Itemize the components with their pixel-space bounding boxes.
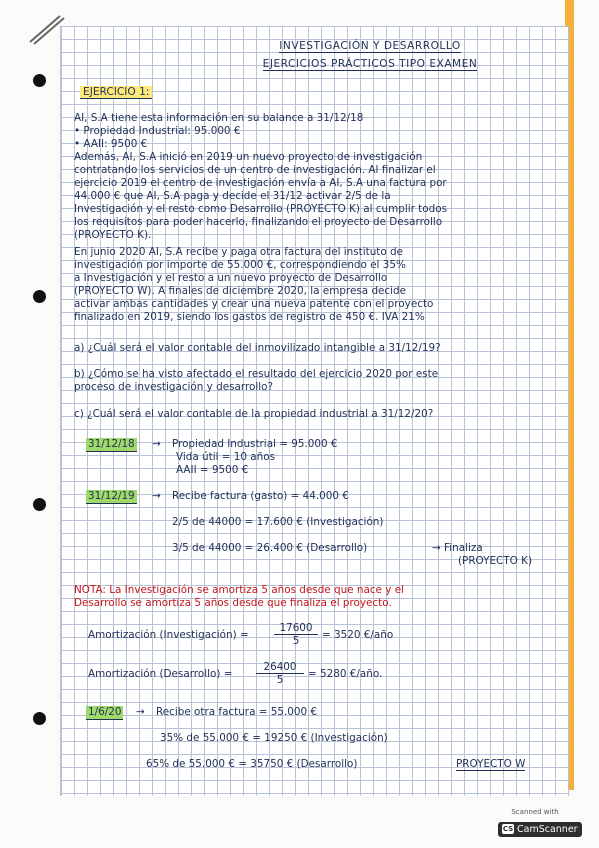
solution-line: 3/5 de 44000 = 26.400 € (Desarrollo) [172, 542, 368, 554]
fraction-numerator: 17600 [274, 622, 318, 635]
page-subtitle: EJERCICIOS PRÁCTICOS TIPO EXAMEN [262, 58, 478, 70]
arrow-icon: → [136, 706, 145, 718]
solution-line: Recibe factura (gasto) = 44.000 € [172, 490, 349, 502]
statement-line: ejercicio 2019 el centro de investigación envía a AI, S.A una factura por [74, 177, 447, 189]
camscanner-badge [498, 822, 582, 837]
solution-line: Vida útil = 10 años [176, 451, 276, 463]
staple-icon [26, 12, 66, 46]
date-tag: 31/12/18 [88, 438, 135, 450]
camscanner-logo-icon: CS [502, 825, 514, 833]
question-a: a) ¿Cuál será el valor contable del inmovilizado intangible a 31/12/19? [74, 342, 441, 354]
solution-line: Propiedad Industrial = 95.000 € [172, 438, 338, 450]
statement-line: Además, AI, S.A inició en 2019 un nuevo proyecto de investigación [74, 151, 423, 163]
question-b-cont: proceso de investigación y desarrollo? [74, 381, 274, 393]
statement-line: 44.000 € que AI, S.A paga y decide el 31/12 activar 2/5 de la [74, 190, 391, 202]
project-label: (PROYECTO K) [458, 555, 533, 567]
statement-line: los requisitos para poder hacerlo, finalizando el proyecto de Desarrollo [74, 216, 443, 228]
page-title: INVESTIGACIÓN Y DESARROLLO [279, 40, 461, 52]
statement-line: a Investigación y el resto a un nuevo proyecto de Desarrollo [74, 272, 388, 284]
camscanner-brand: CamScanner [517, 823, 578, 835]
date-tag: 31/12/19 [88, 490, 135, 502]
camscanner-watermark [498, 808, 578, 837]
amortization-result: = 5280 €/año. [308, 668, 383, 680]
finaliza-label: → Finaliza [432, 542, 483, 554]
binder-hole-icon [33, 498, 46, 511]
statement-line: Investigación y el resto como Desarrollo (PROYECTO K) al cumplir todos [74, 203, 447, 215]
note-line: Desarrollo se amortiza 5 años desde que finaliza el proyecto. [74, 597, 392, 609]
amortization-label: Amortización (Desarrollo) = [88, 668, 233, 680]
statement-line: AI, S.A tiene esta información en su balance a 31/12/18 [74, 112, 364, 124]
solution-line: 35% de 55.000 € = 19250 € (Investigación) [160, 732, 388, 744]
exercise-title: EJERCICIO 1: [80, 86, 152, 99]
solution-line: AAII = 9500 € [176, 464, 249, 476]
date-tag: 1/6/20 [88, 706, 122, 718]
amortization-label: Amortización (Investigación) = [88, 629, 249, 641]
binder-hole-icon [33, 74, 46, 87]
project-label: PROYECTO W [456, 758, 526, 770]
arrow-icon: → [152, 490, 161, 502]
fraction-numerator: 26400 [256, 661, 304, 674]
statement-line: finalizado en 2019, siendo los gastos de registro de 450 €. IVA 21% [74, 311, 425, 323]
statement-line: En junio 2020 AI, S.A recibe y paga otra factura del instituto de [74, 246, 404, 258]
amortization-result: = 3520 €/año [322, 629, 394, 641]
scanned-with-label: Scanned with [511, 808, 559, 816]
question-b: b) ¿Cómo se ha visto afectado el resultado del ejercicio 2020 por este [74, 368, 439, 380]
note-line: NOTA: La Investigación se amortiza 5 años desde que nace y el [74, 584, 404, 596]
fraction-denominator: 5 [276, 674, 284, 686]
statement-line: • AAII: 9500 € [74, 138, 148, 150]
statement-line: contratando los servicios de un centro de investigación. Al finalizar el [74, 164, 436, 176]
solution-line: 2/5 de 44000 = 17.600 € (Investigación) [172, 516, 384, 528]
solution-line: Recibe otra factura = 55.000 € [156, 706, 318, 718]
fraction [274, 622, 318, 647]
question-c: c) ¿Cuál será el valor contable de la propiedad industrial a 31/12/20? [74, 408, 434, 420]
fraction [256, 661, 304, 686]
statement-line: (PROYECTO W). A finales de diciembre 2020, la empresa decide [74, 285, 407, 297]
statement-line: (PROYECTO K). [74, 229, 152, 241]
solution-line: 65% de 55.000 € = 35750 € (Desarrollo) [146, 758, 358, 770]
fraction-denominator: 5 [292, 635, 300, 647]
binder-hole-icon [33, 290, 46, 303]
binder-hole-icon [33, 712, 46, 725]
statement-line: • Propiedad Industrial: 95.000 € [74, 125, 241, 137]
statement-line: activar ambas cantidades y crear una nueva patente con el proyecto [74, 298, 434, 310]
statement-line: investigación por importe de 55.000 €, correspondiendo el 35% [74, 259, 406, 271]
arrow-icon: → [152, 438, 161, 450]
